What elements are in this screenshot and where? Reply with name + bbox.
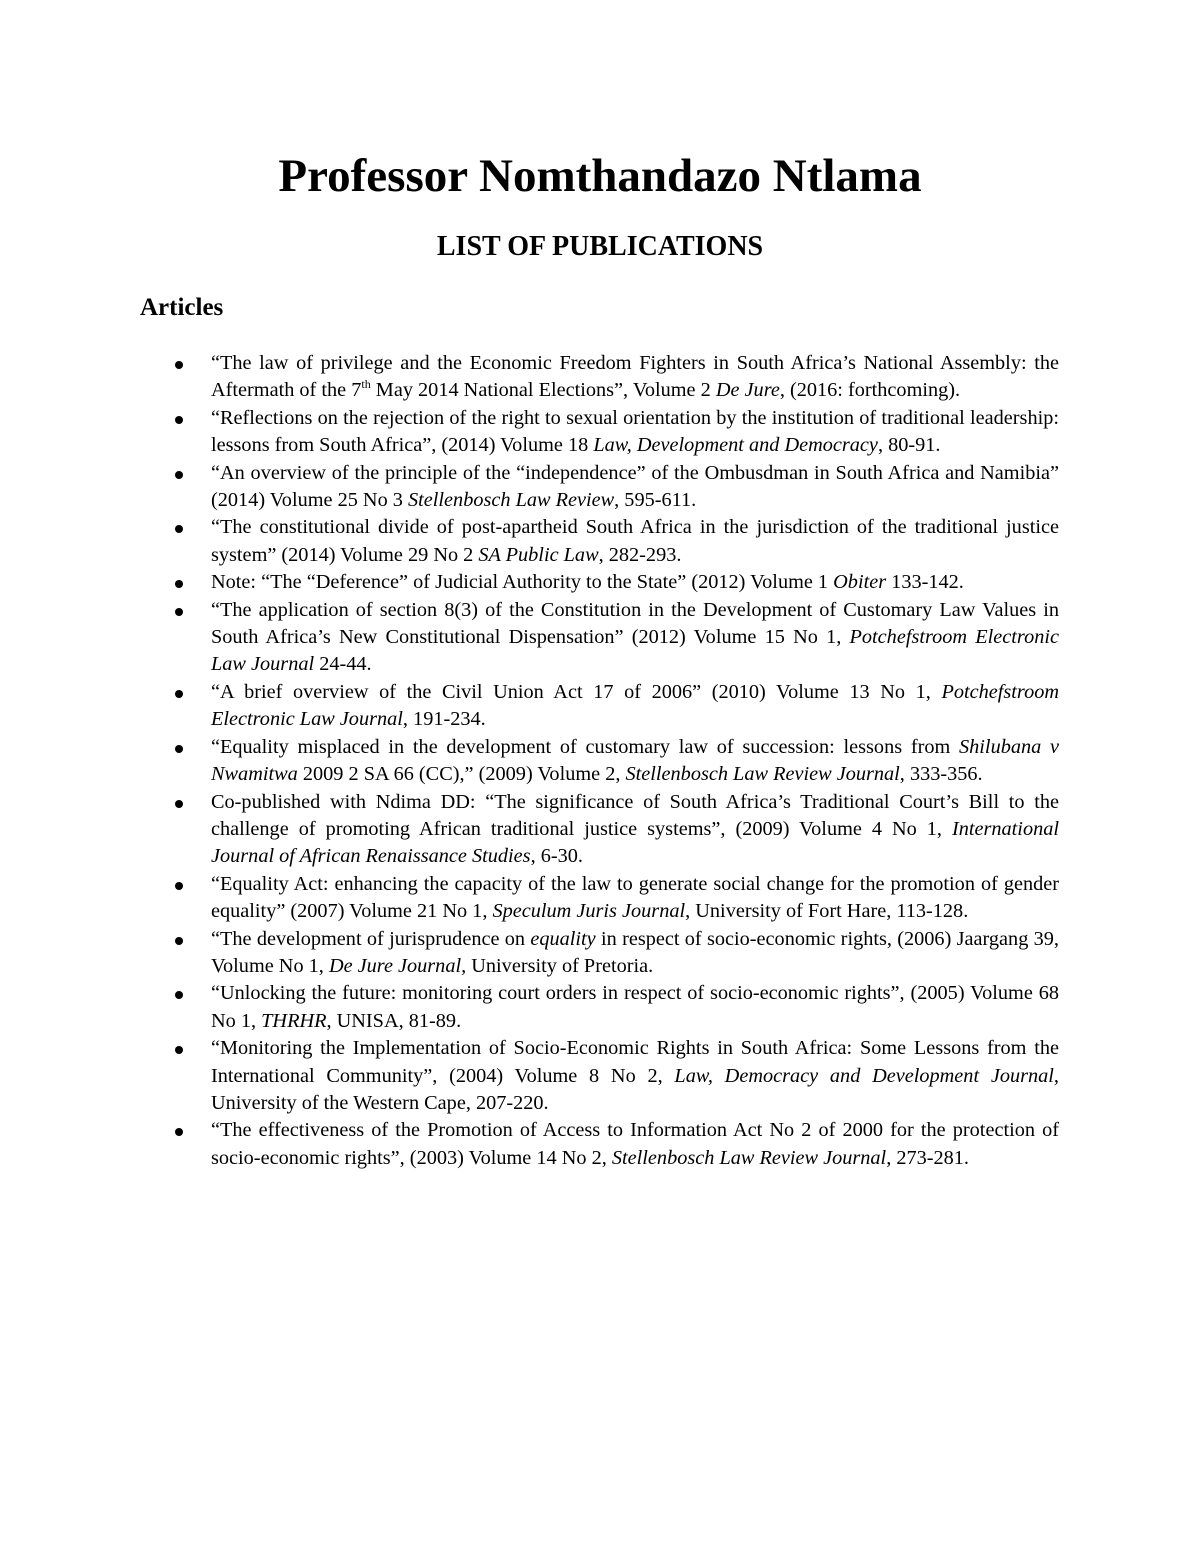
publication-citation bbox=[211, 462, 1059, 511]
citation-text: “An overview of the principle of the “independence” of the Ombusdman in South Africa and Namibia” (2014) Volume 25 No 3 bbox=[211, 461, 1059, 512]
journal-title: THRHR bbox=[261, 1009, 327, 1032]
publication-item bbox=[166, 1117, 1059, 1172]
journal-title: Law, Democracy and Development Journal bbox=[674, 1064, 1054, 1087]
publication-item bbox=[166, 597, 1059, 679]
citation-text: Note: “The “Deference” of Judicial Authority to the State” (2012) Volume 1 bbox=[211, 571, 834, 594]
citation-text: , UNISA, 81-89. bbox=[326, 1009, 462, 1032]
ordinal-suffix: th bbox=[361, 377, 371, 392]
citation-text: “The application of section 8(3) of the Constitution in the Development of Customary Law Values in South Africa’s New Constitutional Dispensation” (2012) Volume 15 No 1, bbox=[211, 598, 1059, 649]
journal-title: Stellenbosch Law Review Journal bbox=[611, 1146, 887, 1169]
bullet-icon bbox=[175, 991, 183, 999]
publication-item bbox=[166, 871, 1059, 926]
section-heading-articles: Articles bbox=[140, 294, 224, 321]
publication-citation bbox=[211, 1119, 1059, 1168]
citation-text: University of Pretoria. bbox=[466, 954, 654, 977]
citation-text: , 6-30. bbox=[530, 845, 583, 868]
bullet-icon bbox=[175, 471, 183, 479]
citation-text: , 282-293. bbox=[598, 543, 682, 566]
bullet-icon bbox=[175, 525, 183, 533]
citation-text: 2009 2 SA 66 (CC),” (2009) Volume 2, bbox=[297, 763, 626, 786]
bullet-icon bbox=[175, 690, 183, 698]
journal-title: equality bbox=[530, 927, 596, 950]
citation-text: “Unlocking the future: monitoring court orders in respect of socio-economic rights”, (2005) Volume 68 No 1, bbox=[211, 982, 1059, 1032]
journal-title: Stellenbosch Law Review bbox=[408, 489, 615, 512]
journal-title: SA Public Law bbox=[478, 543, 599, 566]
citation-text: “Reflections on the rejection of the right to sexual orientation by the institution of traditional leadership: lessons from South Africa”, (2014) Volume 18 bbox=[211, 406, 1059, 457]
page-title: Professor Nomthandazo Ntlama bbox=[278, 150, 922, 202]
publication-citation bbox=[211, 873, 1059, 922]
citation-text: “The effectiveness of the Promotion of Access to Information Act No 2 of 2000 for the protection of socio-economic rights”, (2003) Volume 14 No 2, bbox=[211, 1119, 1059, 1169]
citation-text: , University of the Western Cape, 207-220. bbox=[211, 1064, 1059, 1114]
publication-item bbox=[166, 460, 1059, 515]
citation-text: “The development of jurisprudence on bbox=[211, 927, 531, 950]
citation-text: , 595-611. bbox=[614, 489, 697, 512]
journal-title: International Journal of African Renaissance Studies bbox=[211, 817, 1059, 868]
publication-item bbox=[166, 926, 1059, 981]
publication-citation bbox=[211, 599, 1059, 676]
publication-citation bbox=[211, 352, 1059, 401]
publication-item bbox=[166, 679, 1059, 734]
bullet-icon bbox=[175, 580, 183, 588]
publication-citation bbox=[211, 571, 964, 593]
publication-citation bbox=[211, 516, 1059, 565]
document-subtitle: LIST OF PUBLICATIONS bbox=[436, 231, 764, 262]
citation-text: “Monitoring the Implementation of Socio-Economic Rights in South Africa: Some Lessons from the International Community”, (2004) Volume 8 No 2, bbox=[211, 1037, 1059, 1087]
journal-title: Shilubana v Nwamitwa bbox=[211, 735, 1060, 786]
publication-item bbox=[166, 405, 1059, 460]
publication-item bbox=[166, 1035, 1059, 1117]
publication-item bbox=[166, 514, 1059, 569]
citation-text: 24-44. bbox=[314, 653, 372, 676]
citation-text: “A brief overview of the Civil Union Act 17 of 2006” (2010) Volume 13 No 1, bbox=[211, 680, 942, 703]
journal-title: Speculum Juris Journal bbox=[492, 900, 686, 923]
citation-text: in respect of socio-economic rights, (2006) Jaargang 39, Volume No 1, bbox=[211, 927, 1059, 977]
citation-text: “Equality Act: enhancing the capacity of the law to generate social change for the promotion of gender equality” (2007) Volume 21 No 1, bbox=[211, 872, 1059, 923]
bullet-icon bbox=[175, 937, 183, 945]
publication-citation bbox=[211, 681, 1059, 730]
publication-item bbox=[166, 350, 1059, 405]
citation-text: May 2014 National Elections”, Volume 2 bbox=[370, 379, 716, 402]
publication-item bbox=[166, 789, 1059, 871]
bullet-icon bbox=[175, 745, 183, 753]
journal-title: Law, Development and Democracy bbox=[593, 434, 878, 457]
publication-citation bbox=[211, 407, 1059, 456]
citation-text: , 191-234. bbox=[402, 708, 486, 731]
citation-text: , University of Fort Hare, 113-128. bbox=[685, 900, 969, 923]
citation-text: “The law of privilege and the Economic Freedom Fighters in South Africa’s National Assembly: the Aftermath of the 7 bbox=[211, 352, 1059, 402]
publication-citation bbox=[211, 1037, 1059, 1114]
publication-item bbox=[166, 569, 1059, 596]
citation-text: “The constitutional divide of post-apartheid South Africa in the jurisdiction of the traditional justice system” (2014) Volume 29 No 2 bbox=[211, 516, 1059, 566]
journal-title: Obiter bbox=[833, 571, 887, 594]
journal-title: De Jure Journal, bbox=[328, 954, 467, 977]
publication-citation bbox=[211, 982, 1059, 1031]
journal-title: De Jure bbox=[715, 379, 780, 402]
citation-text: 133-142. bbox=[886, 571, 964, 594]
publication-item bbox=[166, 980, 1059, 1035]
bullet-icon bbox=[175, 1046, 183, 1054]
bullet-icon bbox=[175, 361, 183, 369]
bullet-icon bbox=[175, 416, 183, 424]
citation-text: Co-published with Ndima DD: “The significance of South Africa’s Traditional Court’s Bill to the challenge of promoting African traditional justice systems”, (2009) Volume 4 No 1, bbox=[211, 790, 1059, 840]
publication-citation bbox=[211, 928, 1059, 977]
journal-title: Stellenbosch Law Review Journal bbox=[625, 763, 900, 786]
publication-citation bbox=[211, 791, 1059, 868]
citation-text: “Equality misplaced in the development of customary law of succession: lessons from bbox=[211, 735, 960, 758]
journal-title: Potchefstroom Electronic Law Journal bbox=[211, 626, 1059, 676]
citation-text: , 80-91. bbox=[877, 434, 941, 457]
citation-text: , 333-356. bbox=[899, 763, 983, 786]
bullet-icon bbox=[175, 800, 183, 808]
publication-citation bbox=[211, 736, 1059, 785]
journal-title: Potchefstroom Electronic Law Journal bbox=[211, 680, 1059, 731]
publication-item bbox=[166, 734, 1059, 789]
citation-text: , 273-281. bbox=[886, 1146, 969, 1169]
bullet-icon bbox=[175, 1128, 183, 1136]
publication-list bbox=[166, 350, 1059, 1172]
citation-text: , (2016: forthcoming). bbox=[779, 379, 961, 402]
bullet-icon bbox=[175, 882, 183, 890]
bullet-icon bbox=[175, 608, 183, 616]
